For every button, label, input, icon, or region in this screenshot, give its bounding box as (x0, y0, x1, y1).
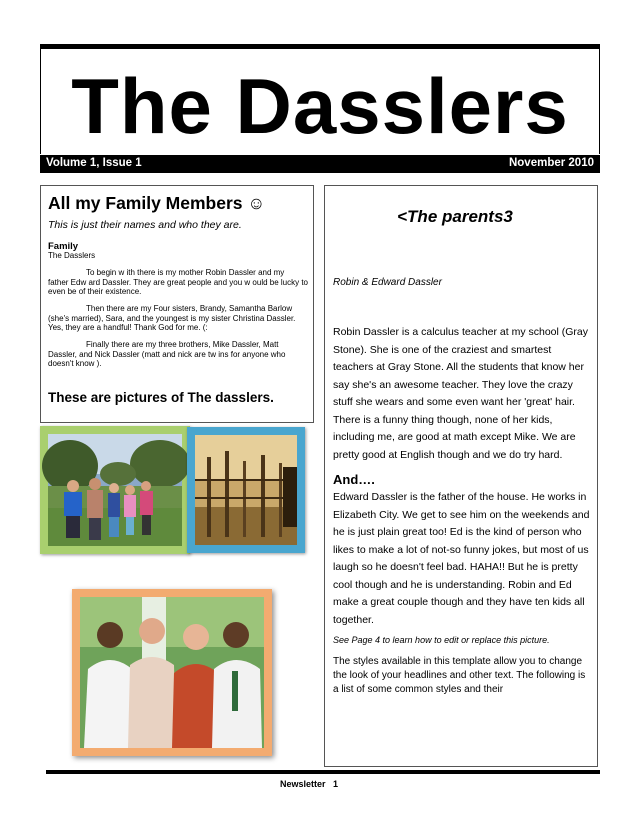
portrait-photo (72, 589, 272, 756)
styles-paragraph: The styles available in this template allow you to change the look of your headlines and other text. The following is a list of some common styles and their (333, 656, 586, 695)
family-intro: This is just their names and who they are. (48, 219, 242, 231)
family-photo-outdoor-image (40, 426, 190, 554)
paragraph-brothers-rest: Dassler, and Nick Dassler (matt and nick are tw ins for anyone who doesn't know ). (48, 349, 286, 369)
paragraph-parents (48, 268, 308, 297)
family-subheading: The Dasslers (48, 251, 96, 260)
family-photo-outdoor (40, 426, 190, 554)
portrait-photo-image (72, 589, 272, 756)
robin-paragraph: Robin Dassler is a calculus teacher at my school (Gray Stone). She is one of the craziest and smartest teachers at Gray Stone. All the students that know her say she's an awesome teacher. They love the crazy stuff she wears and some even want her 'great' hair. There is a funny thing though, none of her kids, including me, are good at math except Mike. We are pretty good at English though and we do try hard. (333, 326, 589, 461)
fence-photo (187, 427, 305, 553)
page-number: 1 (333, 779, 339, 789)
parents-heading: <The parents3 (397, 207, 513, 226)
issue-bar (40, 155, 600, 173)
paragraph-parents-line1: To begin w ith there is my mother Robin Dassler and my (86, 268, 285, 277)
issue-date: November 2010 (508, 157, 594, 169)
paragraph-parents-rest: father Edw ard Dassler. They are great people and you w ould be lucky to even be of their existence. (48, 277, 309, 297)
and-heading: And…. (333, 472, 375, 487)
masthead-title: The Dasslers (71, 62, 569, 150)
footer-label: Newsletter (280, 779, 326, 789)
family-heading: Family (48, 241, 79, 252)
edward-paragraph: Edward Dassler is the father of the house. He works in Elizabeth City. We get to see him on the weekends and he is just plain great too! Ed is the kind of person who likes to make a lot of not-so funny jokes, but most of us laugh so he doesn't feel bad. HAHA!! But he is pretty cool though and he is understanding. Robin and Ed make a great couple though and they have ten kids all together. (333, 491, 590, 626)
footer-rule (46, 770, 600, 774)
paragraph-sisters-rest: (she's married), Sara, and the youngest is my sister Christina Dassler. Yes, they are a handful! Thank God for me. (: (48, 313, 296, 333)
paragraph-brothers-line1: Finally there are my three brothers, Mike Dassler, Matt (86, 340, 279, 349)
paragraph-brothers (48, 340, 308, 369)
family-members-heading: All my Family Members ☺ (48, 193, 266, 213)
paragraph-sisters-line1: Then there are my Four sisters, Brandy, Samantha Barlow (86, 304, 293, 313)
volume-issue: Volume 1, Issue 1 (46, 157, 142, 169)
parents-caption: Robin & Edward Dassler (333, 277, 442, 288)
footer (280, 779, 338, 789)
picture-caption-note: See Page 4 to learn how to edit or replace this picture. (333, 635, 550, 645)
paragraph-sisters (48, 304, 308, 333)
pictures-heading: These are pictures of The dasslers. (48, 390, 274, 405)
fence-photo-image (187, 427, 305, 553)
